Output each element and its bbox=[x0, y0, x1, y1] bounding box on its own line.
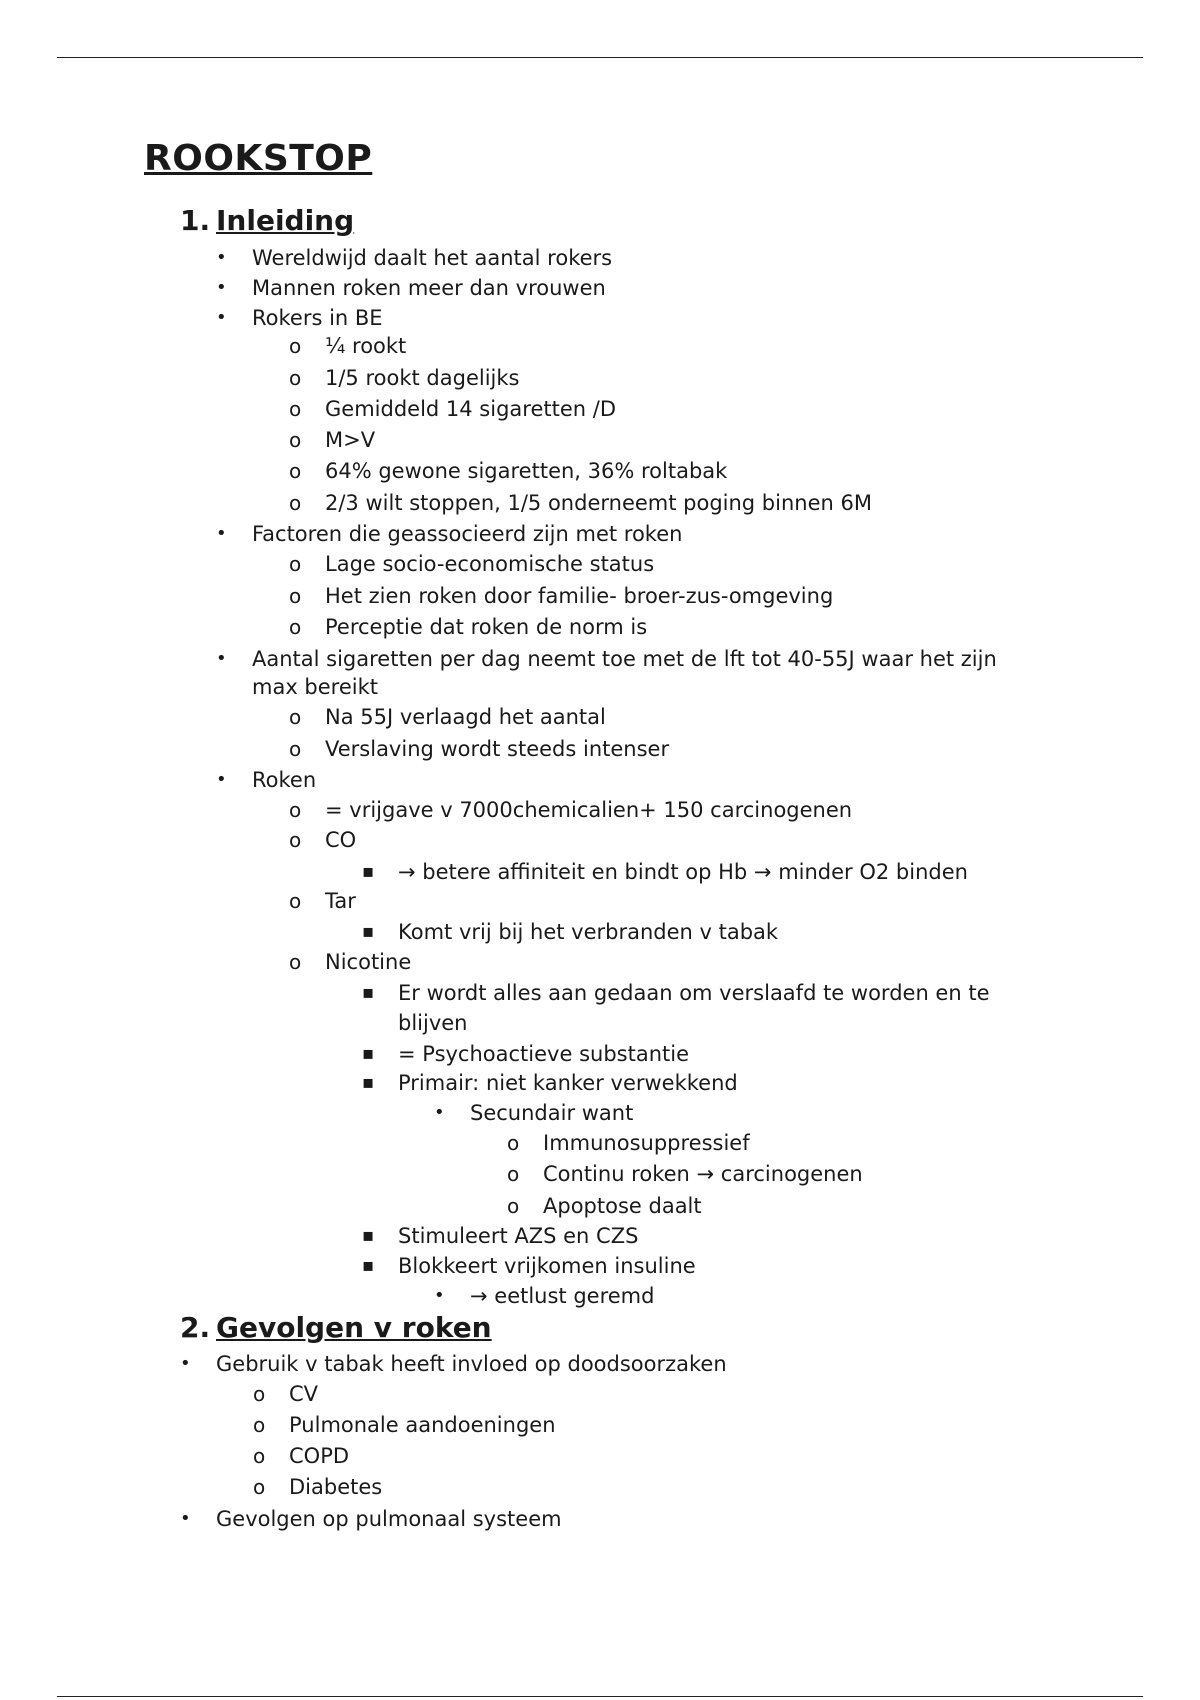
circle-marker: o bbox=[289, 950, 302, 974]
list-item bbox=[362, 858, 968, 886]
list-item bbox=[180, 1505, 562, 1533]
square-marker: ▪ bbox=[362, 1043, 375, 1064]
list-item bbox=[289, 332, 407, 360]
list-item-text: Gemiddeld 14 sigaretten /D bbox=[325, 397, 616, 421]
list-item bbox=[289, 489, 872, 517]
list-item bbox=[216, 244, 613, 272]
list-item bbox=[362, 1069, 738, 1097]
list-item-text: Tar bbox=[325, 889, 356, 913]
bullet-marker: • bbox=[434, 1285, 445, 1306]
list-item bbox=[362, 1040, 689, 1068]
list-item-text: CV bbox=[289, 1382, 319, 1406]
list-item bbox=[507, 1192, 702, 1220]
list-item-text: 1/5 rookt dagelijks bbox=[325, 366, 520, 390]
bullet-marker: • bbox=[216, 648, 227, 669]
list-item bbox=[253, 1442, 350, 1470]
list-item bbox=[289, 426, 376, 454]
document-title: ROOKSTOP bbox=[144, 138, 373, 179]
circle-marker: o bbox=[289, 828, 302, 852]
list-item bbox=[289, 703, 606, 731]
square-marker: ▪ bbox=[362, 1255, 375, 1276]
circle-marker: o bbox=[289, 584, 302, 608]
footer-rule bbox=[57, 1696, 1143, 1697]
list-item bbox=[216, 274, 606, 302]
list-item bbox=[289, 613, 648, 641]
bullet-marker: • bbox=[180, 1508, 191, 1529]
circle-marker: o bbox=[253, 1444, 266, 1468]
list-item bbox=[362, 918, 779, 946]
list-item-text: COPD bbox=[289, 1444, 350, 1468]
circle-marker: o bbox=[289, 428, 302, 452]
circle-marker: o bbox=[507, 1162, 520, 1186]
list-item bbox=[362, 1222, 639, 1250]
list-item-text: Komt vrij bij het verbranden v tabak bbox=[398, 920, 779, 944]
bullet-marker: • bbox=[216, 247, 227, 268]
list-item-text: Wereldwijd daalt het aantal rokers bbox=[252, 246, 613, 270]
circle-marker: o bbox=[289, 737, 302, 761]
circle-marker: o bbox=[253, 1475, 266, 1499]
list-item-text: Gevolgen op pulmonaal systeem bbox=[216, 1507, 562, 1531]
list-item-text: Continu roken → carcinogenen bbox=[543, 1162, 863, 1186]
circle-marker: o bbox=[289, 366, 302, 390]
list-item-text: Mannen roken meer dan vrouwen bbox=[252, 276, 606, 300]
list-item-text: Lage socio-economische status bbox=[325, 552, 655, 576]
list-item-text: Secundair want bbox=[470, 1101, 634, 1125]
list-item bbox=[216, 304, 383, 332]
list-item-text: → eetlust geremd bbox=[470, 1284, 655, 1308]
list-item bbox=[289, 887, 356, 915]
list-item-text: 64% gewone sigaretten, 36% roltabak bbox=[325, 459, 728, 483]
list-item bbox=[362, 1252, 696, 1280]
bullet-marker: • bbox=[180, 1353, 191, 1374]
bullet-marker: • bbox=[216, 523, 227, 544]
circle-marker: o bbox=[507, 1194, 520, 1218]
circle-marker: o bbox=[289, 889, 302, 913]
list-item bbox=[289, 948, 412, 976]
list-item-text: Perceptie dat roken de norm is bbox=[325, 615, 648, 639]
list-item bbox=[216, 520, 683, 548]
list-item-text: = vrijgave v 7000chemicalien+ 150 carcinogenen bbox=[325, 798, 853, 822]
list-item-text: 2/3 wilt stoppen, 1/5 onderneemt poging binnen 6M bbox=[325, 491, 872, 515]
list-item-text: Er wordt alles aan gedaan om verslaafd te worden en te bbox=[398, 981, 990, 1005]
circle-marker: o bbox=[289, 397, 302, 421]
list-item-text: Diabetes bbox=[289, 1475, 383, 1499]
square-marker: ▪ bbox=[362, 1225, 375, 1246]
list-item bbox=[289, 735, 670, 763]
list-item-continuation bbox=[252, 673, 378, 701]
list-item-text: Apoptose daalt bbox=[543, 1194, 702, 1218]
square-marker: ▪ bbox=[362, 921, 375, 942]
section-number: 1. bbox=[180, 204, 211, 237]
list-item-text: Aantal sigaretten per dag neemt toe met de lft tot 40-55J waar het zijn bbox=[252, 647, 997, 671]
bullet-marker: • bbox=[216, 307, 227, 328]
circle-marker: o bbox=[253, 1382, 266, 1406]
list-item bbox=[216, 645, 997, 673]
list-item-text: Factoren die geassocieerd zijn met roken bbox=[252, 522, 683, 546]
circle-marker: o bbox=[289, 705, 302, 729]
square-marker: ▪ bbox=[362, 861, 375, 882]
section-title: Inleiding bbox=[216, 204, 355, 237]
list-item-text: Het zien roken door familie- broer-zus-omgeving bbox=[325, 584, 834, 608]
list-item-text: Rokers in BE bbox=[252, 306, 383, 330]
list-item-text: Roken bbox=[252, 768, 317, 792]
list-item bbox=[289, 457, 728, 485]
bullet-marker: • bbox=[434, 1102, 445, 1123]
list-item-text: → betere affiniteit en bindt op Hb → minder O2 binden bbox=[398, 860, 968, 884]
list-item-text: CO bbox=[325, 828, 357, 852]
list-item-continuation bbox=[398, 1009, 468, 1037]
circle-marker: o bbox=[253, 1413, 266, 1437]
circle-marker: o bbox=[289, 491, 302, 515]
list-item-text: max bereikt bbox=[252, 675, 378, 699]
circle-marker: o bbox=[507, 1131, 520, 1155]
list-item bbox=[434, 1099, 634, 1127]
list-item bbox=[253, 1473, 383, 1501]
bullet-marker: • bbox=[216, 769, 227, 790]
list-item bbox=[507, 1129, 750, 1157]
list-item bbox=[507, 1160, 863, 1188]
circle-marker: o bbox=[289, 459, 302, 483]
list-item-text: Verslaving wordt steeds intenser bbox=[325, 737, 670, 761]
square-marker: ▪ bbox=[362, 1072, 375, 1093]
circle-marker: o bbox=[289, 615, 302, 639]
list-item bbox=[289, 550, 655, 578]
list-item-text: Nicotine bbox=[325, 950, 412, 974]
circle-marker: o bbox=[289, 334, 302, 358]
list-item-text: ¼ rookt bbox=[325, 334, 407, 358]
list-item bbox=[216, 766, 317, 794]
circle-marker: o bbox=[289, 798, 302, 822]
bullet-marker: • bbox=[216, 277, 227, 298]
list-item-text: M>V bbox=[325, 428, 376, 452]
list-item-text: Stimuleert AZS en CZS bbox=[398, 1224, 639, 1248]
list-item bbox=[289, 826, 357, 854]
list-item bbox=[180, 1350, 727, 1378]
list-item-text: Pulmonale aandoeningen bbox=[289, 1413, 556, 1437]
list-item bbox=[253, 1411, 556, 1439]
list-item-text: Na 55J verlaagd het aantal bbox=[325, 705, 606, 729]
list-item bbox=[289, 395, 616, 423]
list-item-text: Gebruik v tabak heeft invloed op doodsoorzaken bbox=[216, 1352, 727, 1376]
list-item-text: Blokkeert vrijkomen insuline bbox=[398, 1254, 696, 1278]
section-number: 2. bbox=[180, 1311, 211, 1344]
list-item bbox=[362, 979, 990, 1007]
circle-marker: o bbox=[289, 552, 302, 576]
list-item-text: Immunosuppressief bbox=[543, 1131, 750, 1155]
list-item bbox=[253, 1380, 319, 1408]
list-item bbox=[434, 1282, 655, 1310]
section-title: Gevolgen v roken bbox=[216, 1311, 492, 1344]
list-item-text: = Psychoactieve substantie bbox=[398, 1042, 689, 1066]
list-item bbox=[289, 364, 520, 392]
header-rule bbox=[57, 57, 1143, 58]
list-item-text: blijven bbox=[398, 1011, 468, 1035]
square-marker: ▪ bbox=[362, 982, 375, 1003]
list-item-text: Primair: niet kanker verwekkend bbox=[398, 1071, 738, 1095]
list-item bbox=[289, 796, 853, 824]
list-item bbox=[289, 582, 834, 610]
